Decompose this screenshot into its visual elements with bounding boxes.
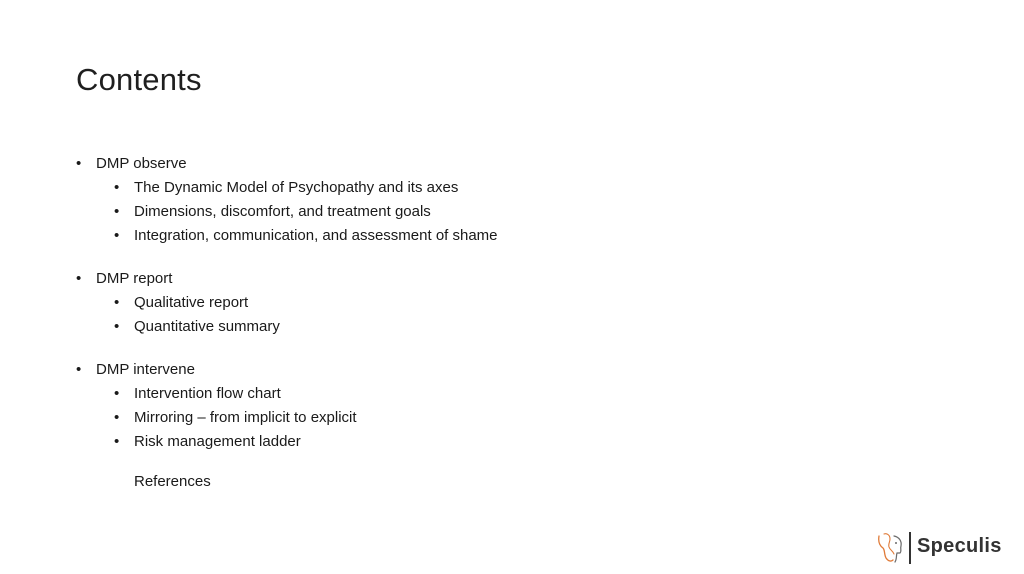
bullet-icon: • bbox=[114, 203, 120, 220]
list-item-text: Qualitative report bbox=[134, 294, 249, 311]
list-item-text: Intervention flow chart bbox=[134, 385, 281, 402]
bullet-icon: • bbox=[76, 155, 82, 172]
face-profile-icon bbox=[876, 530, 908, 566]
list-item-text: The Dynamic Model of Psychopathy and its axes bbox=[134, 179, 459, 196]
list-item-text: Mirroring – from implicit to explicit bbox=[134, 409, 357, 426]
list-item bbox=[114, 315, 776, 339]
list-item bbox=[114, 176, 776, 200]
references-text: References bbox=[134, 473, 211, 490]
list-item bbox=[114, 224, 776, 248]
speculis-logo bbox=[876, 530, 1011, 566]
contents-list bbox=[76, 152, 776, 494]
bullet-icon: • bbox=[76, 361, 82, 378]
section-heading bbox=[76, 358, 776, 382]
section-heading bbox=[76, 267, 776, 291]
list-item-text: Risk management ladder bbox=[134, 433, 301, 450]
bullet-icon: • bbox=[114, 179, 120, 196]
list-item-text: Dimensions, discomfort, and treatment goals bbox=[134, 203, 431, 220]
section-heading-text: DMP report bbox=[96, 270, 173, 287]
section-dmp-report bbox=[76, 267, 776, 339]
section-dmp-observe bbox=[76, 152, 776, 248]
bullet-icon: • bbox=[114, 433, 120, 450]
slide-title: Contents bbox=[76, 62, 202, 97]
bullet-icon: • bbox=[114, 318, 120, 335]
bullet-icon: • bbox=[114, 294, 120, 311]
bullet-icon: • bbox=[114, 227, 120, 244]
list-item-text: Integration, communication, and assessment of shame bbox=[134, 227, 498, 244]
list-item bbox=[114, 382, 776, 406]
list-item bbox=[114, 200, 776, 224]
list-item bbox=[114, 291, 776, 315]
logo-divider bbox=[909, 532, 911, 564]
bullet-icon: • bbox=[76, 270, 82, 287]
bullet-icon: • bbox=[114, 385, 120, 402]
section-heading-text: DMP intervene bbox=[96, 361, 195, 378]
list-item-text: Quantitative summary bbox=[134, 318, 280, 335]
list-item bbox=[114, 406, 776, 430]
section-heading-text: DMP observe bbox=[96, 155, 187, 172]
bullet-icon: • bbox=[114, 409, 120, 426]
list-item bbox=[114, 430, 776, 454]
section-heading bbox=[76, 152, 776, 176]
logo-text: Speculis bbox=[917, 535, 1002, 557]
section-dmp-intervene bbox=[76, 358, 776, 454]
